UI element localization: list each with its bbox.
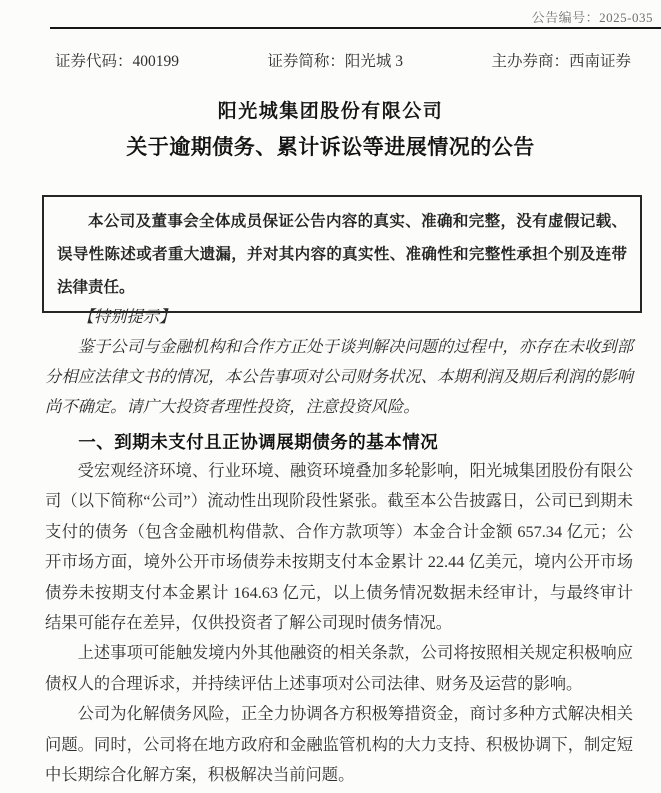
section1-body — [45, 456, 633, 790]
board-declaration-box — [42, 195, 642, 313]
board-declaration-text: 本公司及董事会全体成员保证公告内容的真实、准确和完整，没有虚假记载、误导性陈述或者重大遗漏，并对其内容的真实性、准确性和完整性承担个别及连带法律责任。 — [57, 213, 627, 296]
special-notice-text: 鉴于公司与金融机构和合作方正处于谈判解决问题的过程中，亦存在未收到部分相应法律文书的情况，本公告事项对公司财务状况、本期利润及期后利润的影响尚不确定。请广大投资者理性投资，注意投资风险。 — [45, 337, 633, 416]
special-notice-section — [45, 302, 633, 422]
special-notice-label: 【特别提示】 — [77, 307, 176, 326]
securities-header-row — [55, 49, 631, 71]
securities-short-name: 证券简称：阳光城 3 — [267, 53, 404, 70]
section1-heading: 一、到期未支付且正协调展期债务的基本情况 — [78, 432, 439, 452]
securities-code: 证券代码：400199 — [55, 53, 180, 70]
notice-number: 公告编号：2025-035 — [531, 10, 653, 25]
paragraph-resolution-plan: 公司为化解债务风险，正全力协调各方积极筹措资金，商讨多种方式解决相关问题。同时，公司将在地方政府和金融监管机构的大力支持、积极协调下，制定短中长期综合化解方案，积极解决当前问题。 — [45, 704, 633, 785]
paragraph-debt-overview: 受宏观经济环境、行业环境、融资环境叠加多轮影响，阳光城集团股份有限公司（以下简称“公司”）流动性出现阶段性紧张。截至本公告披露日，公司已到期未支付的债务（包含金融机构借款、合作方款项等）本金合计金额 657.34 亿元；公开市场方面，境外公开市场债券未按期支付本金累计 22.44 亿美元，境内公开市场债券未按期支付本金累计 164.63 亿元，以上债务情况数据未经审计，与最终审计结果可能存在差异，仅供投资者了解公司现时债务情况。 — [45, 461, 633, 633]
paragraph-covenant-response: 上述事项可能触发境内外其他融资的相关条款，公司将按照相关规定积极响应债权人的合理诉求，并持续评估上述事项对公司法律、财务及运营的影响。 — [45, 643, 633, 693]
lead-broker: 主办券商：西南证券 — [491, 53, 631, 70]
top-divider-rule — [50, 27, 661, 29]
company-title: 阳光城集团股份有限公司 — [217, 101, 444, 122]
announcement-subtitle: 关于逾期债务、累计诉讼等进展情况的公告 — [126, 135, 535, 159]
